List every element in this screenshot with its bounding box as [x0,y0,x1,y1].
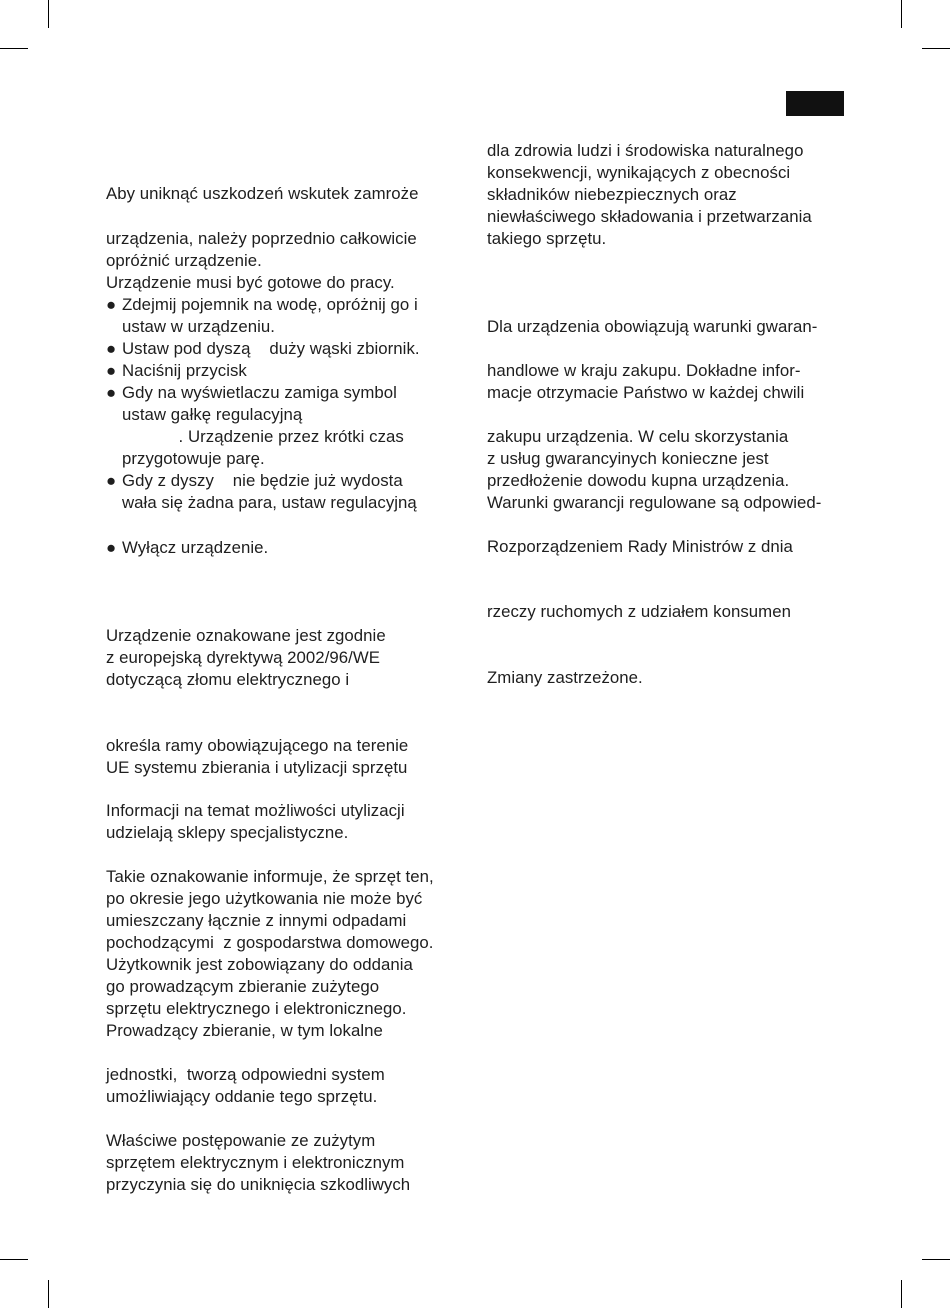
warranty-text: Rozporządzeniem Rady Ministrów z dnia [487,537,793,556]
crop-mark [922,48,950,49]
disposal-text: sprzętem elektrycznym i elektronicznym [106,1153,405,1172]
frost-text: opróżnić urządzenie. [106,251,262,270]
step-item [106,338,420,360]
step-item [106,360,247,382]
frost-text: Aby uniknąć uszkodzeń wskutek zamroże [106,184,419,203]
bullet-icon: ● [106,383,117,402]
crop-mark [48,0,49,28]
bullet-icon: ● [106,538,117,557]
crop-mark [901,0,902,28]
step-text: Zdejmij pojemnik na wodę, opróżnij go i [122,295,418,314]
health-text: konsekwencji, wynikających z obecności [487,163,791,182]
disposal-text: po okresie jego użytkowania nie może być [106,889,423,908]
disposal-text: dotyczącą złomu elektrycznego i [106,670,350,689]
disposal-text: Takie oznakowanie informuje, że sprzęt ten, [106,867,434,886]
bullet-icon: ● [106,295,117,314]
step-text: Naciśnij przycisk [122,361,247,380]
disposal-text: Informacji na temat możliwości utylizacji [106,801,405,820]
changes-text: Zmiany zastrzeżone. [487,668,643,687]
step-text: Gdy na wyświetlaczu zamiga symbol [122,383,397,402]
frost-text: Urządzenie musi być gotowe do pracy. [106,273,395,292]
disposal-text: przyczynia się do uniknięcia szkodliwych [106,1175,411,1194]
step-text: wała się żadna para, ustaw regulacyjną [122,493,417,512]
disposal-text: pochodzącymi z gospodarstwa domowego. [106,933,434,952]
warranty-text: handlowe w kraju zakupu. Dokładne infor- [487,361,801,380]
disposal-text: Właściwe postępowanie ze zużytym [106,1131,376,1150]
warranty-text: macje otrzymacie Państwo w każdej chwili [487,383,805,402]
disposal-text: Urządzenie oznakowane jest zgodnie [106,626,386,645]
warranty-text: Dla urządzenia obowiązują warunki gwaran- [487,317,818,336]
crop-mark [901,1280,902,1308]
warranty-text: rzeczy ruchomych z udziałem konsumen [487,602,791,621]
step-item [106,537,268,559]
crop-mark [0,1259,28,1260]
bullet-icon: ● [106,361,117,380]
frost-text: urządzenia, należy poprzednio całkowicie [106,229,417,248]
health-text: niewłaściwego składowania i przetwarzania [487,207,812,226]
bullet-icon: ● [106,471,117,490]
disposal-text: z europejską dyrektywą 2002/96/WE [106,648,381,667]
step-text: przygotowuje parę. [122,449,265,468]
disposal-text: Użytkownik jest zobowiązany do oddania [106,955,413,974]
warranty-text: przedłożenie dowodu kupna urządzenia. [487,471,790,490]
step-text: . Urządzenie przez krótki czas [122,427,404,446]
disposal-text: określa ramy obowiązującego na terenie [106,736,409,755]
disposal-text: udzielają sklepy specjalistyczne. [106,823,349,842]
crop-mark [922,1259,950,1260]
health-text: takiego sprzętu. [487,229,607,248]
disposal-text: umieszczany łącznie z innymi odpadami [106,911,407,930]
disposal-text: umożliwiający oddanie tego sprzętu. [106,1087,378,1106]
warranty-text: zakupu urządzenia. W celu skorzystania [487,427,789,446]
step-text: Gdy z dyszy nie będzie już wydosta [122,471,403,490]
step-text: ustaw w urządzeniu. [122,317,275,336]
warranty-text: Warunki gwarancji regulowane są odpowied- [487,493,822,512]
disposal-text: UE systemu zbierania i utylizacji sprzętu [106,758,408,777]
step-text: ustaw gałkę regulacyjną [122,405,303,424]
crop-mark [48,1280,49,1308]
crop-mark [0,48,28,49]
step-item [106,470,403,492]
warranty-text: z usług gwarancyinych konieczne jest [487,449,769,468]
step-item [106,294,418,316]
language-tab [786,91,844,116]
step-item [106,382,397,404]
health-text: składników niebezpiecznych oraz [487,185,737,204]
disposal-text: go prowadzącym zbieranie zużytego [106,977,380,996]
health-text: dla zdrowia ludzi i środowiska naturalnego [487,141,804,160]
disposal-text: sprzętu elektrycznego i elektronicznego. [106,999,407,1018]
step-text: Wyłącz urządzenie. [122,538,269,557]
disposal-text: jednostki, tworzą odpowiedni system [106,1065,385,1084]
step-text: Ustaw pod dyszą duży wąski zbiornik. [122,339,420,358]
bullet-icon: ● [106,339,117,358]
disposal-text: Prowadzący zbieranie, w tym lokalne [106,1021,383,1040]
